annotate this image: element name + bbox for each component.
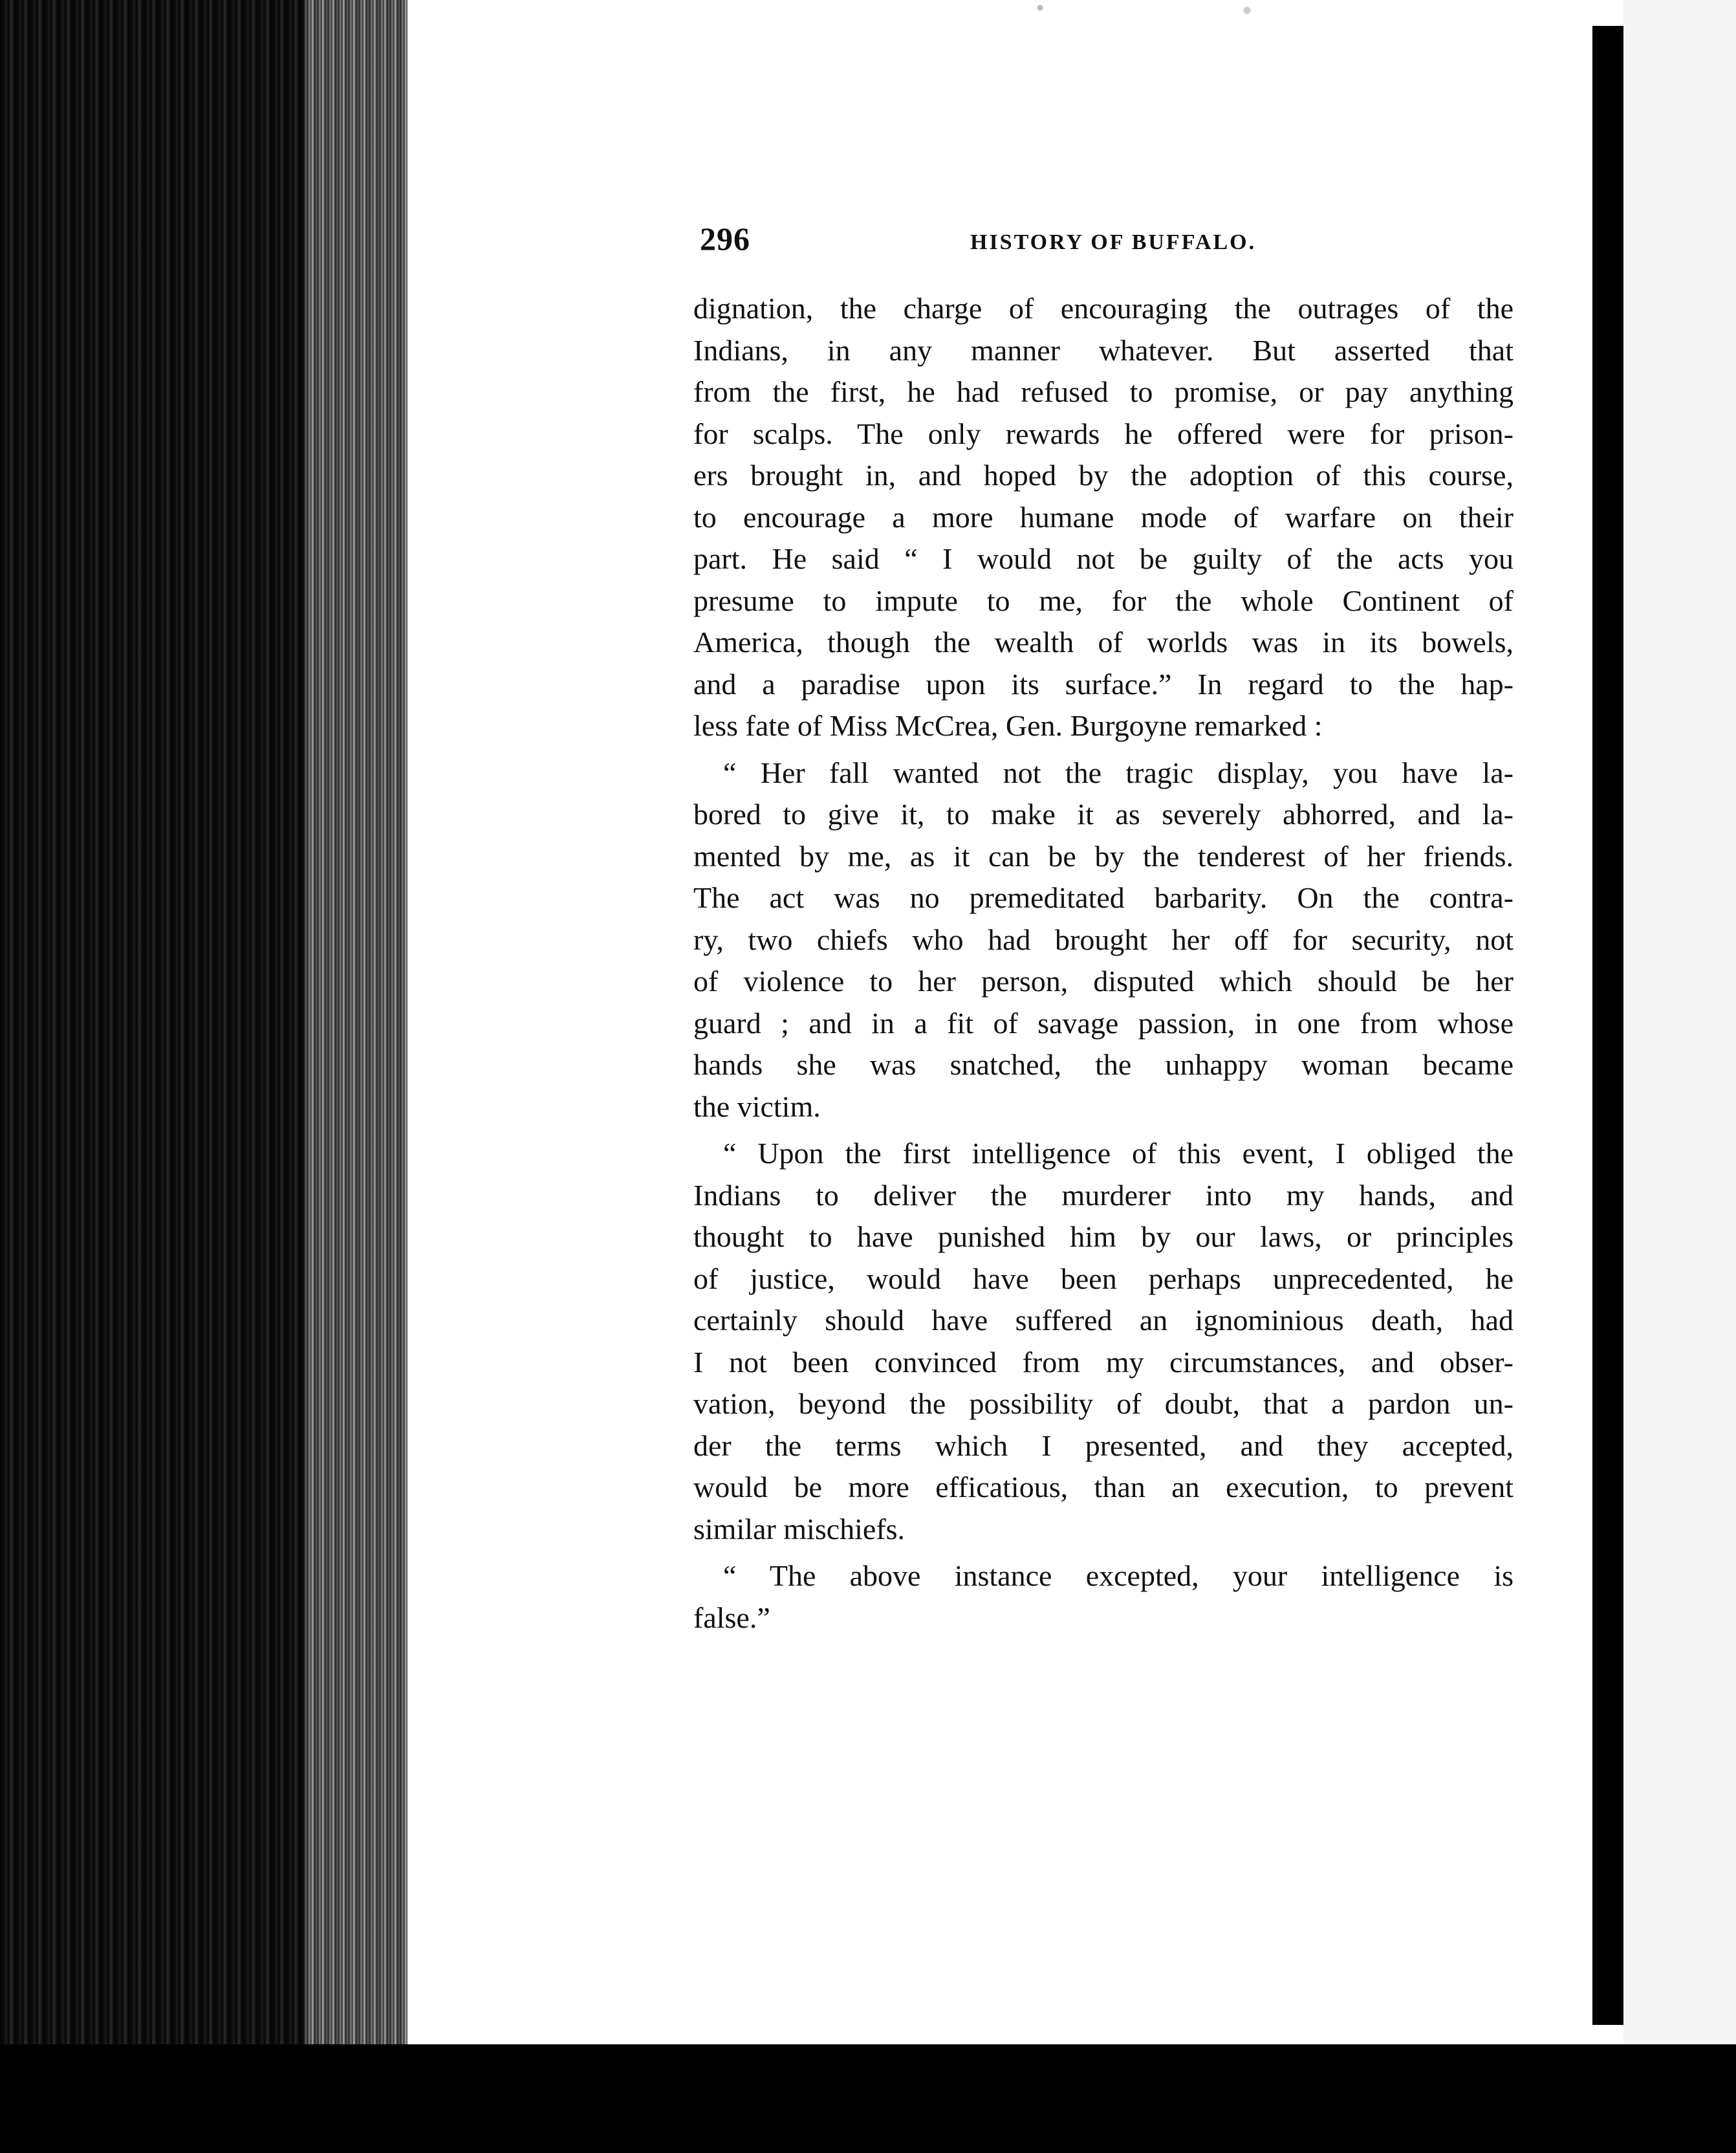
text-line: of justice, would have been perhaps unprecedented, he: [693, 1262, 1514, 1295]
running-title: HISTORY OF BUFFALO.: [970, 230, 1257, 254]
text-line: “ Upon the first intelligence of this event, I obliged the: [723, 1137, 1514, 1170]
text-line: from the first, he had refused to promise, or pay anything: [693, 375, 1514, 408]
text-line: presume to impute to me, for the whole Continent of: [693, 584, 1514, 617]
text-line: part. He said “ I would not be guilty of the acts you: [693, 542, 1514, 575]
paragraph: [693, 288, 1514, 747]
text-line: guard ; and in a fit of savage passion, in one from whose: [693, 1006, 1514, 1040]
text-line: “ Her fall wanted not the tragic display, you have la-: [723, 756, 1514, 789]
text-line: hands she was snatched, the unhappy woman became: [693, 1048, 1514, 1081]
text-line: for scalps. The only rewards he offered were for prison-: [693, 417, 1514, 450]
text-line: “ The above instance excepted, your intelligence is: [723, 1559, 1514, 1592]
text-line: bored to give it, to make it as severely abhorred, and la-: [693, 798, 1514, 831]
scan-background-bottom: [0, 2044, 1736, 2153]
text-line: America, though the wealth of worlds was in its bowels,: [693, 626, 1514, 659]
page-gutter-shadow: [1592, 26, 1623, 2025]
page-body-text: [693, 288, 1514, 1639]
text-line: Indians to deliver the murderer into my hands, and: [693, 1178, 1514, 1212]
text-line: of violence to her person, disputed which should be her: [693, 965, 1514, 998]
text-line: vation, beyond the possibility of doubt, that a pardon un-: [693, 1387, 1514, 1420]
text-line: the victim.: [693, 1089, 821, 1123]
paragraph: [693, 1555, 1514, 1639]
text-line: Indians, in any manner whatever. But asserted that: [693, 333, 1514, 367]
paragraph-gap: [693, 1128, 1514, 1133]
text-line: I not been convinced from my circumstances, and obser-: [693, 1345, 1514, 1379]
scan-speckle: [957, 0, 1371, 26]
text-line: to encourage a more humane mode of warfare on their: [693, 500, 1514, 534]
paragraph-gap: [693, 747, 1514, 752]
text-line: der the terms which I presented, and they accepted,: [693, 1428, 1514, 1462]
text-line: dignation, the charge of encouraging the outrages of the: [693, 292, 1514, 325]
text-line: would be more efficatious, than an execution, to prevent: [693, 1470, 1514, 1503]
text-line: ry, two chiefs who had brought her off for security, not: [693, 923, 1514, 956]
text-line: The act was no premeditated barbarity. On the contra-: [693, 881, 1514, 914]
facing-page-edge: [1623, 0, 1736, 2057]
text-line: and a paradise upon its surface.” In regard to the hap-: [693, 667, 1514, 701]
paragraph-gap: [693, 1550, 1514, 1555]
paragraph: [693, 1133, 1514, 1550]
paragraph: [693, 752, 1514, 1128]
text-line: mented by me, as it can be by the tenderest of her friends.: [693, 839, 1514, 873]
text-line: certainly should have suffered an ignominious death, had: [693, 1304, 1514, 1337]
page-header: [700, 220, 1520, 278]
text-line: less fate of Miss McCrea, Gen. Burgoyne remarked :: [693, 709, 1323, 742]
text-line: ers brought in, and hoped by the adoption of this course,: [693, 459, 1514, 492]
page-number: 296: [700, 221, 750, 257]
text-line: similar mischiefs.: [693, 1512, 906, 1546]
text-line: false.”: [693, 1601, 770, 1634]
text-line: thought to have punished him by our laws, or principles: [693, 1220, 1514, 1253]
book-page-edges: [304, 0, 414, 2153]
